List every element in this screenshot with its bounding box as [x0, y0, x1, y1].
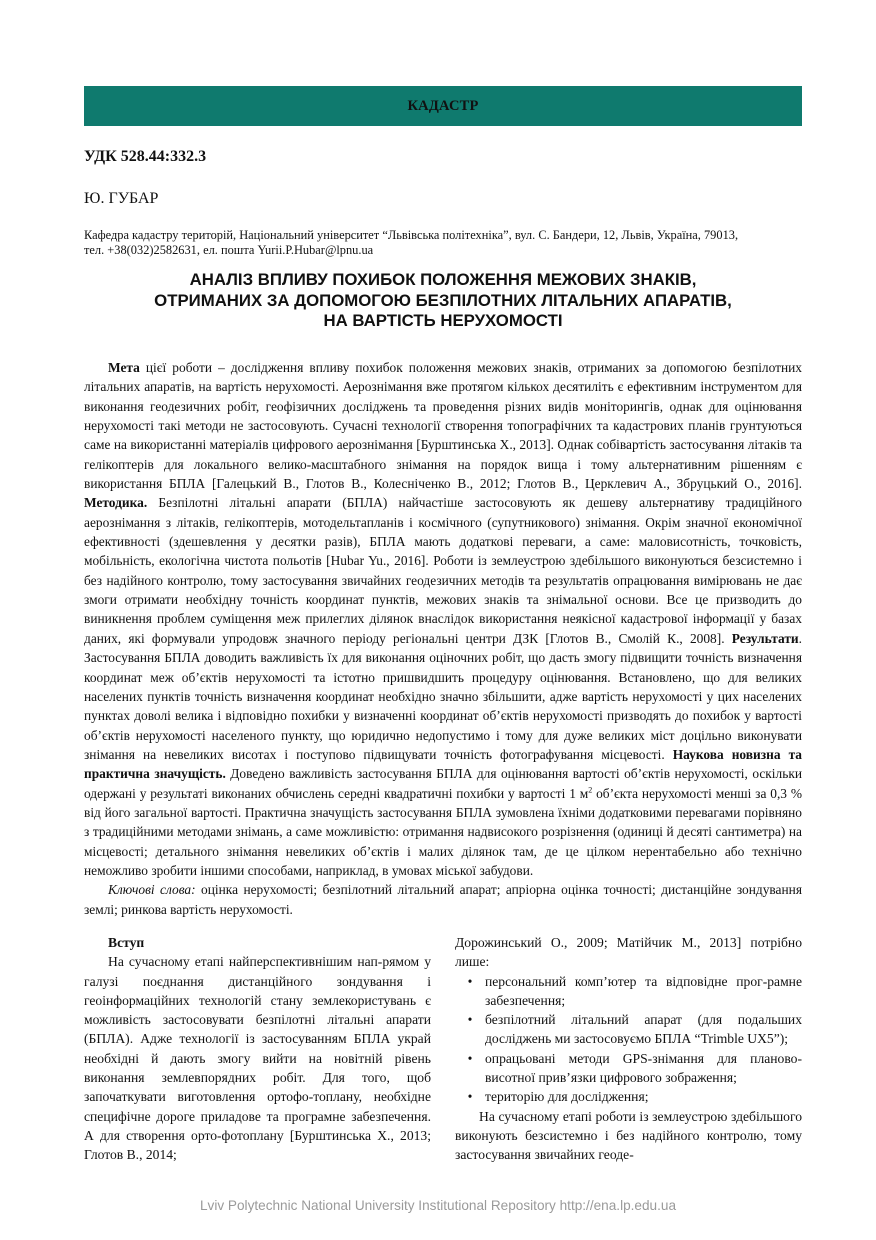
results-text: . Застосування БПЛА доводить важливість їх для виконання оціночних робіт, що дасть змогу підвищити точність визначення координат меж об’єктів нерухомості та істотно пришвидшить процедуру оцінювання. Встановлено, що для великих населених пунктів точність визначення координат необхідно значно збільшити, адже вартість нерухомості у цих населених пунктах доволі велика і відповідно похибки у визначенні координат об’єктів нерухомості призводять до похибок у вартості об’єктів нерухомості населеного пункту, що юридично недопустимо і тому для дуже великих міст доцільно виконувати знімання на невеликих висотах і поступово підвищувати точність фотографування місцевості.: [84, 630, 802, 762]
affiliation-line-1: Кафедра кадастру територій, Національний університет “Львівська політехніка”, вул. С. Бандери, 12, Львів, Україна, 79013,: [84, 228, 739, 242]
method-label: Методика.: [84, 495, 148, 511]
method-text: Безпілотні літальні апарати (БПЛА) найчастіше застосовують як дешеву альтернативу традиційного аерознімання з літаків, гелікоптерів, мотодельтапланів і космічного (супутникового) знімання. Окрім значної економічної ефективності (здешевлення у десятки разів), БПЛА мають додаткові переваги, а саме: маловисотність, точковість, мобільність, екологічна чистота польотів [Hubar Yu., 2016]. Роботи із землеустрою здебільшого виконуються безсистемно і без надійного контролю, тому застосування звичайних геодезичних методів та результатів опрацювання вимірювань не дає змоги отримати необхідну точність координат пунктів, межових знаків та знімальної основи. Все це призводить до виникнення проблем суміщення меж прилеглих ділянок внаслідок використання неякісної кадастрової інформації у базах даних, які формували упродовж значного періоду регіональні центри ДЗК [Глотов В., Смолій К., 2008].: [84, 495, 802, 646]
intro-right-text-top: Дорожинський О., 2009; Матійчик М., 2013] потрібно лише:: [455, 935, 802, 970]
bullet-item: [455, 1087, 802, 1106]
novelty-superscript: 2: [588, 785, 593, 795]
bullet-item: [455, 1010, 802, 1049]
keywords-label: Ключові слова:: [108, 882, 196, 898]
intro-right-text-bottom: На сучасному етапі роботи із землеустрою здебільшого виконують безсистемно і без надійного контролю, тому застосування звичайних геоде-: [455, 1108, 802, 1163]
repository-footer: Lviv Polytechnic National University Institutional Repository http://ena.lp.edu.ua: [199, 1198, 677, 1213]
bullet-text: територію для дослідження;: [485, 1089, 649, 1105]
abstract-body: [84, 358, 802, 880]
intro-left-column: [84, 933, 431, 1165]
intro-heading: Вступ: [108, 935, 145, 950]
keywords: [84, 880, 802, 919]
bullet-text: безпілотний літальний апарат (для подальших досліджень ми застосовуємо БПЛА “Trimble UX5”);: [485, 1012, 802, 1047]
goal-label: Мета: [108, 360, 140, 375]
intro-left-text: На сучасному етапі найперспективнішим нап-рямом у галузі поєднання дистанційного зондування і геоінформаційних технологій стану землекористувань є можливість застосовувати безпілотні літальні апарати (БПЛА). Адже технології із застосуванням БПЛА украй необхідні й дають змогу вийти на новітній рівень виконання землевпорядних робіт. Для того, щоб започаткувати виготовлення ортофо-топлану, необхідне специфічне дороге приладове та програмне забезпечення. А для створення орто-фотоплану [Бурштинська Х., 2013; Глотов В., 2014;: [84, 954, 431, 1163]
udk-code: УДК 528.44:332.3: [84, 148, 207, 165]
novelty-label: Наукова новизна та практична значущість.: [84, 746, 802, 782]
results-label: Результати: [731, 630, 799, 646]
title-line-1: АНАЛІЗ ВПЛИВУ ПОХИБОК ПОЛОЖЕННЯ МЕЖОВИХ ЗНАКІВ,: [189, 270, 697, 289]
novelty-text-a: Доведено важливість застосування БПЛА для оцінювання вартості об’єктів нерухомості, оскільки одержані у результаті виконаних обчислень середні квадратичні похибки у вартості 1 м: [84, 766, 802, 801]
affiliation-line-2: тел. +38(032)2582631, ел. пошта Yurii.P.Hubar@lpnu.ua: [84, 243, 374, 257]
bullet-item: [455, 972, 802, 1011]
keywords-text: оцінка нерухомості; безпілотний літальний апарат; апріорна оцінка точності; дистанційне зондування землі; ринкова вартість нерухомості.: [84, 882, 802, 917]
bullet-icon: •: [467, 1089, 473, 1105]
section-banner: [84, 86, 802, 126]
author-name: Ю. ГУБАР: [84, 190, 159, 207]
bullet-icon: •: [467, 973, 473, 989]
bullet-text: опрацьовані методи GPS-знімання для планово-висотної прив’язки цифрового зображення;: [485, 1050, 802, 1086]
bullet-text: персональний комп’ютер та відповідне прог-рамне забезпечення;: [485, 973, 802, 1008]
novelty-text-b: об’єкта нерухомості менші за 0,3 % від його загальної вартості. Практична значущість застосування БПЛА зумовлена їхніми додатковими перевагами порівняно з традиційними методами знімань, а саме можливістю: отримання надвисокого розрізнення (одиниці й десяті сантиметра) на місцевості; детального знімання невеликих об’єктів і малих ділянок там, де це цілком нерентабельно або технічно неможливо зробити іншими способами, наприклад, в умовах міської забудови.: [84, 785, 802, 878]
abstract: [84, 358, 802, 919]
goal-text: цієї роботи – дослідження впливу похибок положення межових знаків, отриманих за допомогою безпілотних літальних апаратів, на вартість нерухомості. Аерознімання вже протягом кількох десятиліть є ефективним інструментом для виконання геодезичних робіт, геофізичних досліджень та проведення різних видів моніторингів, однак для оцінювання нерухомості такі методи не застосовують. Сучасні технології створення топографічних та кадастрових планів грунтуються саме на використанні матеріалів цифрового аерознімання [Бурштинська Х., 2013]. Однак собівартість застосування літаків та гелікоптерів для локального велико-масштабного знімання на порядок вища і тому альтернативним рішенням є використання БПЛА [Галецький В., Глотов В., Колесніченко В., 2012; Глотов В., Церклевич А., Збруцький О., 2016].: [84, 360, 802, 492]
paper-title: [84, 270, 802, 332]
bullet-item: [455, 1049, 802, 1088]
bullet-icon: •: [467, 1050, 473, 1066]
intro-right-column: [455, 933, 802, 1165]
title-line-3: НА ВАРТІСТЬ НЕРУХОМОСТІ: [323, 311, 563, 330]
title-line-2: ОТРИМАНИХ ЗА ДОПОМОГОЮ БЕЗПІЛОТНИХ ЛІТАЛЬНИХ АПАРАТІВ,: [154, 290, 732, 310]
affiliation: [84, 228, 802, 258]
section-title: КАДАСТР: [407, 97, 479, 114]
bullet-icon: •: [467, 1012, 473, 1028]
